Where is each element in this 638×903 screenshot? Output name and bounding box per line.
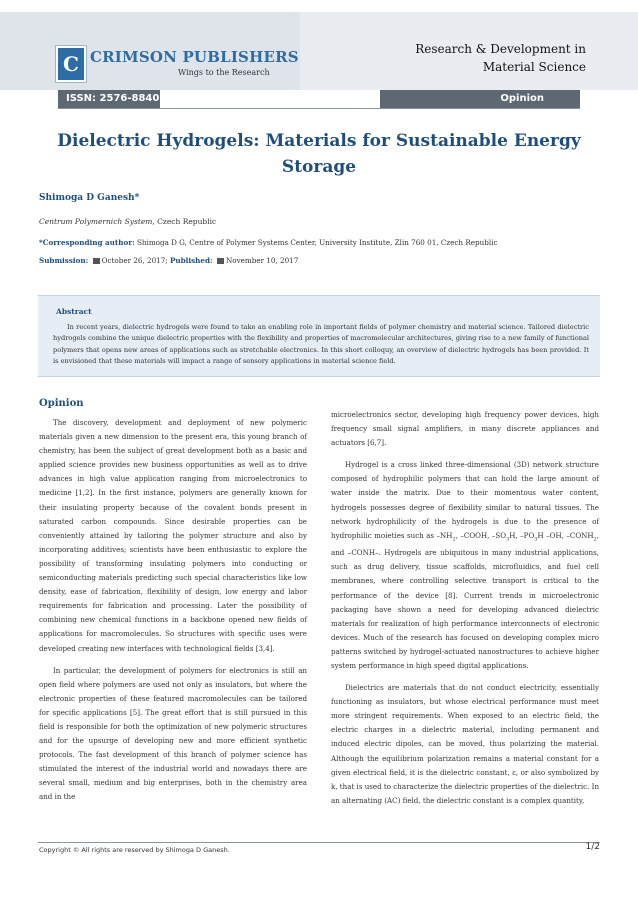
author-affiliation: [39, 217, 216, 226]
abstract-heading: Abstract: [56, 307, 92, 316]
abstract-text: In recent years, dielectric hydrogels were found to take an enabling role in important fields of polymer chemistry and material science. Tailored dielectric hydrogels combine the unique dielectric properties with the flexibility and properties of macromolecular architectures, giving rise to a new family of functional polymers that opens new areas of applications such as stretchable electronics. In this short colloquy, an overview of dielectric hydrogels has been provided. It is envisioned that these materials will impact a range of sensory applications in material science field.: [53, 323, 589, 366]
body-column-right: [331, 408, 599, 816]
submission-date: October 26, 2017;: [101, 256, 168, 265]
publisher-tagline: Wings to the Research: [178, 68, 270, 77]
body-paragraph: Dielectrics are materials that do not conduct electricity, essentially functioning as insulators, but whose electrical performance must meet more stringent requirements. When exposed to an electric field, the electric charges in a dielectric material, including permanent and induced electric dipoles, can be moved, thus polarizing the material. Although the equilibrium polarization remains a material constant for a given electrical field, it is the dielectric constant, ε, or also symbolized by k, that is used to characterize the dielectric properties of the dielectric. In an alternating (AC) field, the dielectric constant is a complex quantity,: [331, 683, 600, 805]
header-divider: [58, 108, 580, 109]
submission-label: Submission:: [39, 256, 89, 265]
published-label: Published:: [170, 256, 213, 265]
body-paragraph: The discovery, development and deployment of new polymeric materials given a new dimension to the present era, this young branch of chemistry, has been the subject of great development both as a basic and applied science provides new business opportunities as well as to drive advances in high value application ranging from microelectronics to medicine [1,2]. In the first instance, polymers are generally known for their insulating property because of the covalent bonds present in saturated carbon compounds. Since desirable properties can be conveniently attained by tailoring the polymer structure and also by incorporating additives; scientists have been enthusiastic to explore the possibility of transforming insulating polymers into conducting or semiconducting materials predicting such special characteristics like low density, ease of fabrication, flexibility of design, low energy and labor requirements for fabrication and processing. Later the possibility of combining new chemical functions in a backbone opened new fields of applications for macromolecules. So structures with specific uses were developed creating new interfaces with technological fields [3,4].: [39, 418, 307, 653]
page-number: 1/2: [585, 842, 600, 852]
publisher-name: CRIMSON PUBLISHERS: [90, 48, 299, 66]
affiliation-org: Centrum Polymernich System,: [39, 217, 155, 226]
publisher-logo-icon: C: [56, 46, 86, 82]
corresponding-text: Shimoga D G, Centre of Polymer Systems Center, University Institute, Zlin 760 01, Czech Republic: [134, 238, 498, 247]
corresponding-label: *Corresponding author:: [39, 238, 135, 247]
journal-name: [326, 40, 586, 76]
author-name: Shimoga D Ganesh*: [39, 193, 140, 203]
published-date: November 10, 2017: [225, 256, 299, 265]
affiliation-country: Czech Republic: [154, 217, 217, 226]
section-heading: Opinion: [39, 398, 84, 409]
body-paragraph: In particular, the development of polymers for electronics is still an open field where polymers are used not only as insulators, but where the electronic properties of these featured macromolecules can be tailored for specific applications [5]. The great effort that is still pursued in this field is responsible for both the optimization of new polymeric structures and for the upsurge of developing new and more efficient synthetic protocols. The fast development of this branch of polymer science has stimulated the interest of the industrial world and nowadays there are several small, medium and big enterprises, both in the chemistry area and in the: [39, 665, 307, 802]
footer-divider: [38, 842, 600, 843]
body-paragraph: microelectronics sector, developing high frequency power devices, high frequency small signal amplifiers, in many discrete appliances and actuators [6,7].: [331, 410, 599, 448]
calendar-icon: [217, 258, 224, 264]
article-type-badge: Opinion: [380, 90, 580, 108]
copyright-notice: Copyright © All rights are reserved by Shimoga D Ganesh.: [39, 846, 230, 854]
body-column-left: [39, 416, 307, 813]
journal-name-line1: Research & Development in: [415, 42, 586, 56]
article-dates: [39, 256, 298, 265]
journal-name-line2: Material Science: [482, 60, 586, 74]
calendar-icon: [93, 258, 100, 264]
body-paragraph: Hydrogel is a cross linked three-dimensional (3D) network structure composed of hydrophilic polymers that can hold the large amount of water inside the matrix. Due to their momentous water content, hydrogels possesses degree of flexibility similar to natural tissues. The network hydrophilicity of the hydrogels is due to the presence of hydrophilic moieties such as $-NH_2$, –COOH, $-SO_3H$, $-PO_3H$ –OH, $-CONH_2$, and –CONH–. Hydrogels are ubiquitous in many industrial applications, such as drug delivery, tissue scaffolds, microfluidics, and fuel cell membranes, where controlling selective transport is critical to the performance of the device [8]. Current trends in microelectronic packaging have shown a need for developing advanced dielectric materials for realization of high performance interconnects of electronic devices. Much of the research has focused on developing complex micro patterns switched by hydrogel-actuated nanostructures to achieve higher system performance in high speed digital applications.: [331, 460, 599, 670]
corresponding-author: [39, 238, 497, 247]
article-title: Dielectric Hydrogels: Materials for Sustainable Energy Storage: [57, 131, 581, 177]
issn-badge: ISSN: 2576-8840: [58, 90, 160, 108]
